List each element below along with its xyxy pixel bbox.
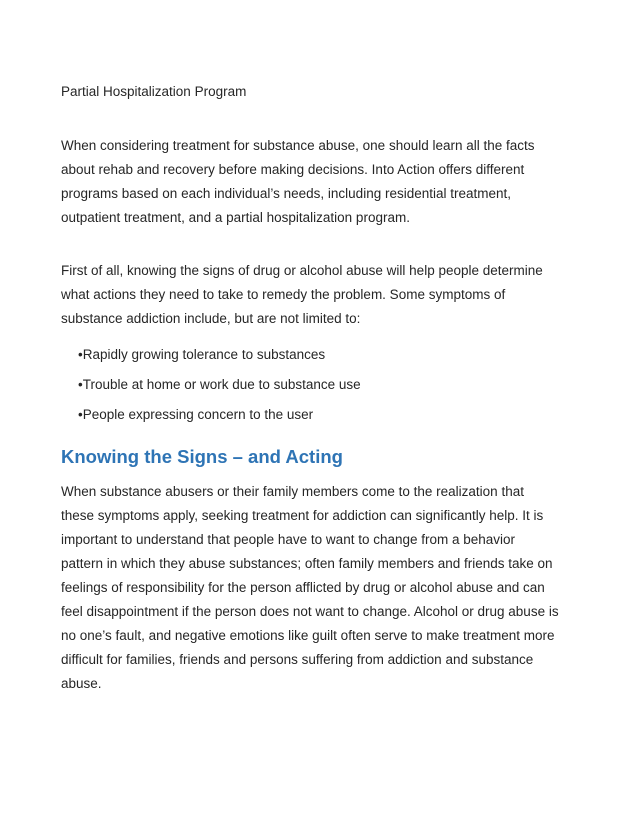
paragraph-line: important to understand that people have to want to change from a behavior — [61, 532, 516, 547]
paragraph-line: these symptoms apply, seeking treatment for addiction can significantly help. It is — [61, 508, 544, 523]
paragraph-line: about rehab and recovery before making decisions. Into Action offers different — [61, 162, 525, 177]
paragraph-line: abuse. — [61, 676, 102, 691]
paragraph-line: substance addiction include, but are not limited to: — [61, 311, 361, 326]
section-heading: Knowing the Signs – and Acting — [61, 446, 343, 467]
paragraph-line: When considering treatment for substance abuse, one should learn all the facts — [61, 138, 535, 153]
paragraph-line: feelings of responsibility for the person afflicted by drug or alcohol abuse and can — [61, 580, 545, 595]
paragraph-line: feel disappointment if the person does not want to change. Alcohol or drug abuse is — [61, 604, 559, 619]
paragraph-line: what actions they need to take to remedy the problem. Some symptoms of — [61, 287, 506, 302]
paragraph-line: no one’s fault, and negative emotions like guilt often serve to make treatment more — [61, 628, 555, 643]
paragraph-line: programs based on each individual’s needs, including residential treatment, — [61, 186, 512, 201]
bullet-item: •People expressing concern to the user — [78, 407, 314, 422]
bullet-item: •Rapidly growing tolerance to substances — [78, 347, 326, 362]
bullet-item: •Trouble at home or work due to substance use — [78, 377, 361, 392]
paragraph-line: pattern in which they abuse substances; often family members and friends take on — [61, 556, 553, 571]
body-paragraph — [61, 480, 581, 696]
document-title: Partial Hospitalization Program — [61, 84, 247, 99]
paragraph-line: outpatient treatment, and a partial hospitalization program. — [61, 210, 410, 225]
symptoms-intro-paragraph — [61, 259, 581, 331]
paragraph-line: When substance abusers or their family members come to the realization that — [61, 484, 524, 499]
paragraph-line: difficult for families, friends and persons suffering from addiction and substance — [61, 652, 534, 667]
intro-paragraph — [61, 134, 581, 230]
paragraph-line: First of all, knowing the signs of drug or alcohol abuse will help people determine — [61, 263, 543, 278]
